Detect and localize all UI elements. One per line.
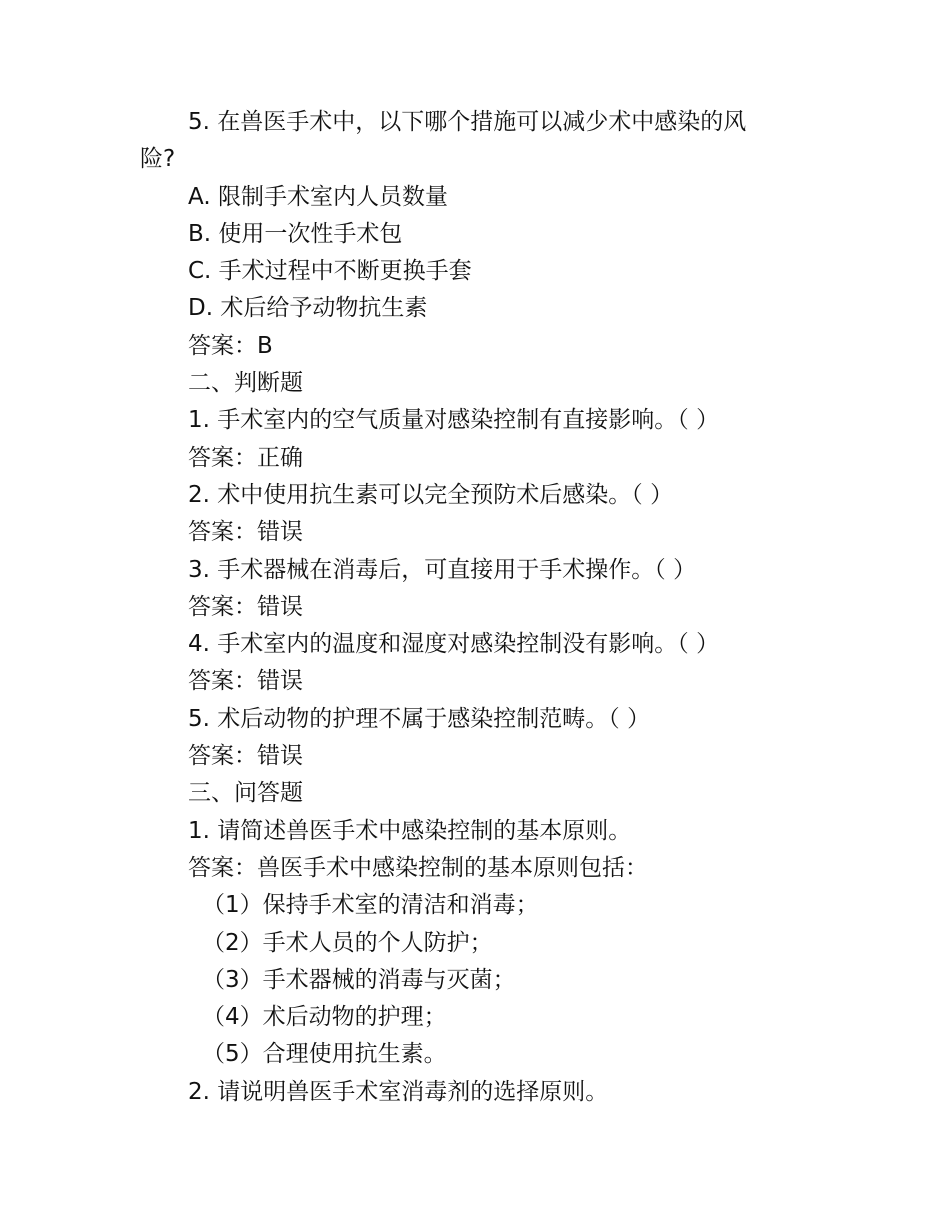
qa-answer-1-point-3: （3）手术器械的消毒与灭菌； xyxy=(202,966,516,993)
qa-answer-1-point-2: （2）手术人员的个人防护； xyxy=(202,929,493,956)
question-5-answer: 答案：B xyxy=(188,332,273,359)
option-a: A. 限制手术室内人员数量 xyxy=(188,183,448,210)
tf-answer-5: 答案：错误 xyxy=(188,743,303,770)
option-b: B. 使用一次性手术包 xyxy=(188,220,403,247)
tf-answer-2: 答案：错误 xyxy=(188,519,303,546)
tf-answer-1: 答案：正确 xyxy=(188,444,303,471)
qa-answer-1-point-1: （1）保持手术室的清洁和消毒； xyxy=(202,892,539,919)
tf-answer-3: 答案：错误 xyxy=(188,593,303,620)
qa-answer-1-point-5: （5）合理使用抗生素。 xyxy=(202,1041,447,1068)
tf-answer-4: 答案：错误 xyxy=(188,668,303,695)
qa-answer-1-point-4: （4）术后动物的护理； xyxy=(202,1004,447,1031)
tf-question-4: 4. 手术室内的温度和湿度对感染控制没有影响。（ ） xyxy=(188,631,720,658)
qa-answer-1-intro: 答案：兽医手术中感染控制的基本原则包括： xyxy=(188,854,648,881)
question-5-stem xyxy=(140,104,808,179)
tf-question-2: 2. 术中使用抗生素可以完全预防术后感染。（ ） xyxy=(188,481,674,508)
question-5-stem-line2: 险? xyxy=(140,146,176,173)
qa-question-2: 2. 请说明兽医手术室消毒剂的选择原则。 xyxy=(188,1078,609,1105)
tf-question-5: 5. 术后动物的护理不属于感染控制范畴。（ ） xyxy=(188,705,651,732)
question-5-stem-line1: 5. 在兽医手术中，以下哪个措施可以减少术中感染的风 xyxy=(188,109,747,135)
document-body xyxy=(140,104,808,1111)
qa-question-1: 1. 请简述兽医手术中感染控制的基本原则。 xyxy=(188,817,632,844)
option-d: D. 术后给予动物抗生素 xyxy=(188,295,428,322)
section-heading-qa: 三、问答题 xyxy=(188,780,303,807)
tf-question-1: 1. 手术室内的空气质量对感染控制有直接影响。（ ） xyxy=(188,407,720,434)
option-c: C. 手术过程中不断更换手套 xyxy=(188,258,472,285)
section-heading-true-false: 二、判断题 xyxy=(188,370,303,397)
tf-question-3: 3. 手术器械在消毒后，可直接用于手术操作。（ ） xyxy=(188,556,697,583)
